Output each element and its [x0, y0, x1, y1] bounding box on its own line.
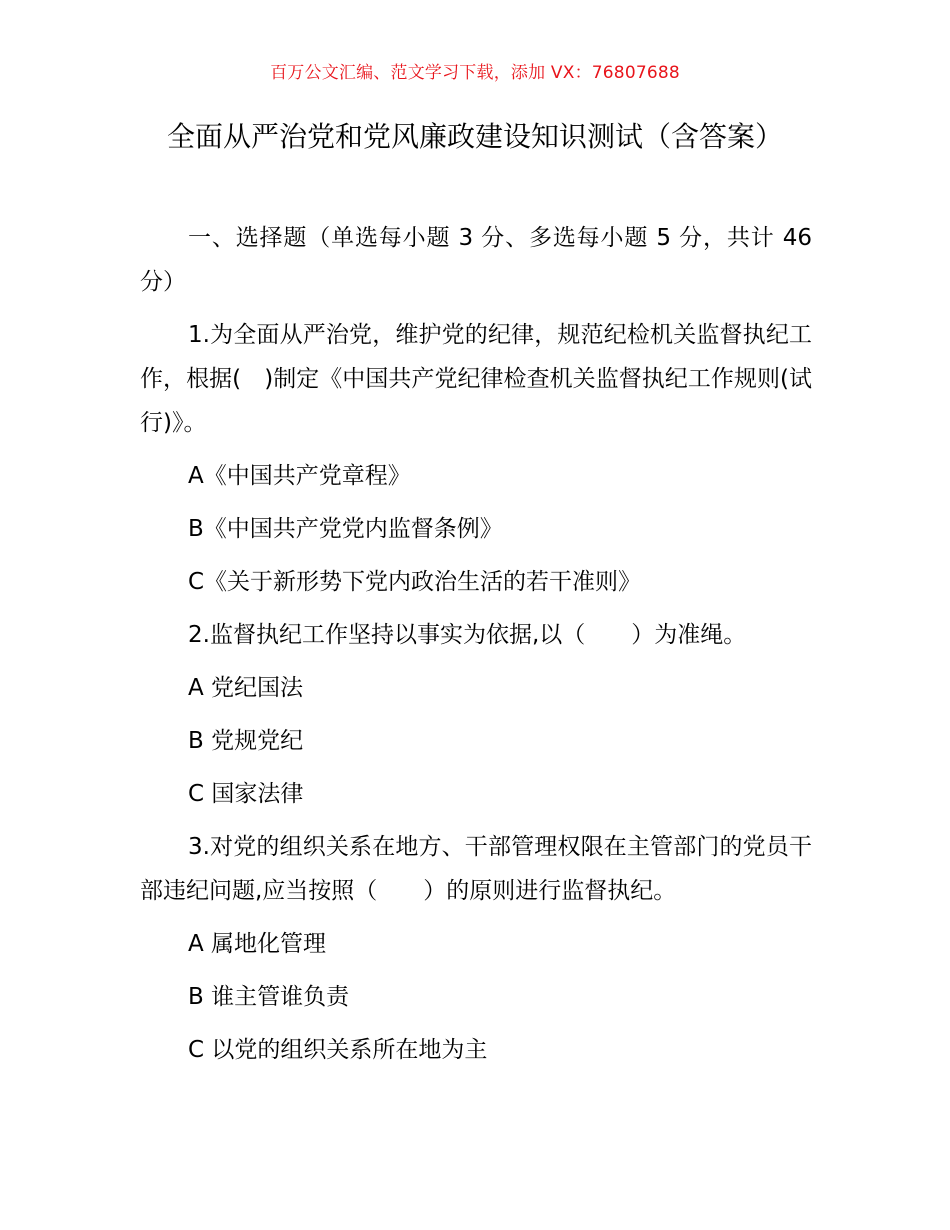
question-2: [140, 613, 812, 816]
question-stem: 1.为全面从严治党，维护党的纪律，规范纪检机关监督执纪工作，根据( )制定《中国共产党纪律检查机关监督执纪工作规则(试行)》。: [140, 322, 812, 436]
option-b: B 谁主管谁负责: [188, 984, 350, 1010]
option-a: A 党纪国法: [188, 675, 304, 701]
question-3: [140, 825, 812, 1072]
section-heading: 一、选择题（单选每小题 3 分、多选每小题 5 分，共计 46 分）: [140, 225, 812, 295]
option-b: B《中国共产党党内监督条例》: [188, 516, 503, 542]
option-c: C《关于新形势下党内政治生活的若干准则》: [188, 569, 642, 595]
option-c: C 国家法律: [188, 781, 304, 807]
document-title: 全面从严治党和党风廉政建设知识测试（含答案）: [166, 120, 783, 153]
option-c: C 以党的组织关系所在地为主: [188, 1037, 488, 1063]
document-body: [140, 216, 812, 1081]
option-a: A 属地化管理: [188, 931, 327, 957]
option-b: B 党规党纪: [188, 728, 304, 754]
question-1: [140, 313, 812, 604]
question-stem: 2.监督执纪工作坚持以事实为依据,以（ ）为准绳。: [188, 622, 747, 648]
header-banner: 百万公文汇编、范文学习下载，添加 VX：76807688: [270, 63, 680, 83]
option-a: A《中国共产党章程》: [188, 463, 411, 489]
question-stem: 3.对党的组织关系在地方、干部管理权限在主管部门的党员干部违纪问题,应当按照（ ）的原则进行监督执纪。: [140, 834, 812, 904]
